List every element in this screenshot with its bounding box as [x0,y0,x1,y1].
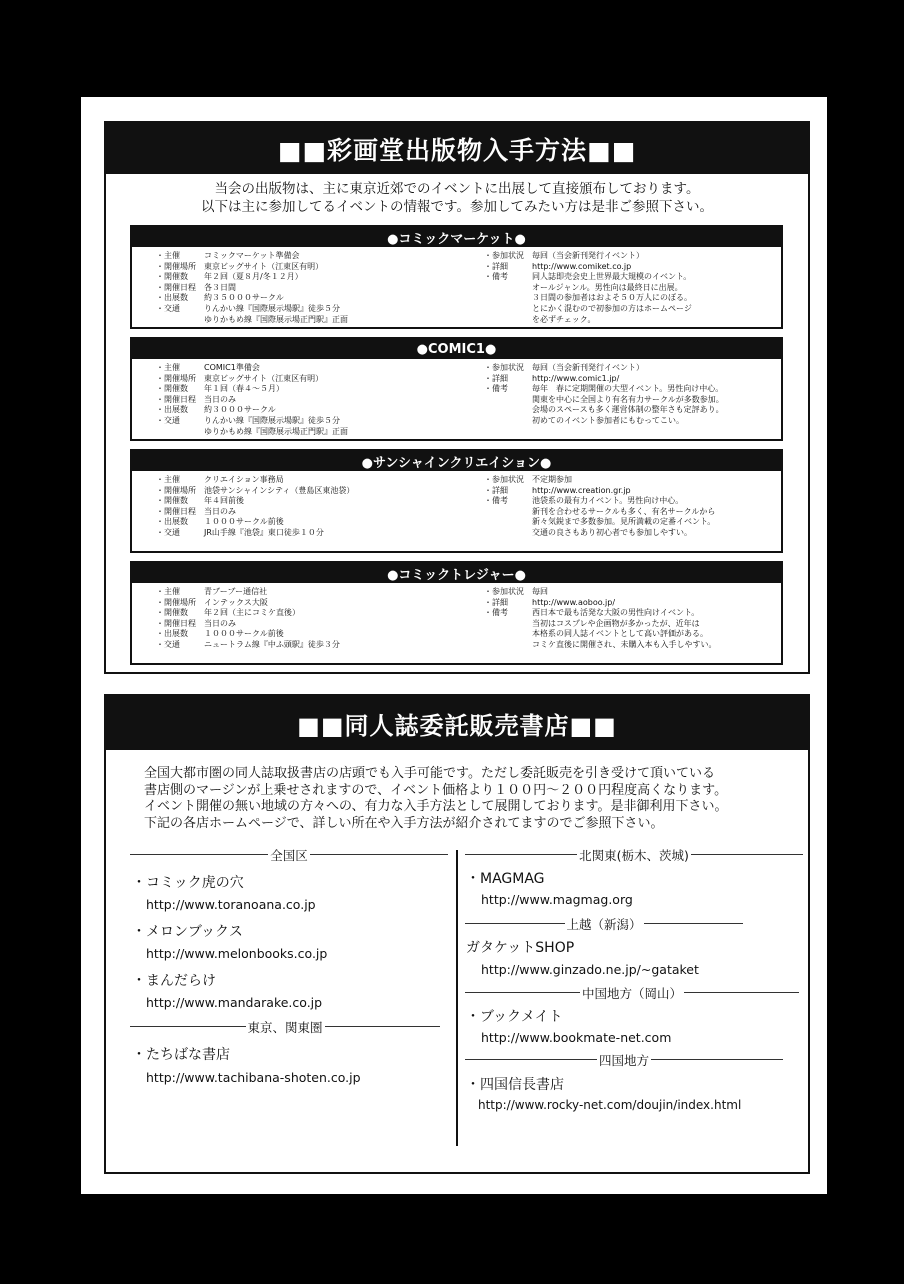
event-detail-row [156,363,348,374]
detail-key: ・開催数 [156,384,188,394]
intro-line: 全国大都市圏の同人誌取扱書店の店頭でも入手可能です。ただし委託販売を引き受けて頂いている [144,766,715,781]
intro-line: 書店側のマージンが上乗せされますので、イベント価格より１００円～２００円程度高くなります。 [144,782,728,798]
event-detail-row [156,517,354,528]
shop-url[interactable]: http://www.melonbooks.co.jp [146,946,328,961]
detail-value: COMIC1準備会 [204,363,260,372]
event-comic1 [130,337,783,441]
detail-key: ・備考 [484,608,508,618]
detail-key: ・開催日程 [156,394,196,404]
detail-key [484,304,532,315]
detail-key: ・主催 [156,475,180,484]
event-detail-row [484,486,715,497]
detail-key: ・出展数 [156,293,188,303]
detail-url[interactable]: http://www.creation.gr.jp [532,485,631,495]
event-title: ●サンシャインクリエイション● [132,451,781,471]
event-detail-row [156,304,348,315]
shop-name: ・メロンブックス [132,924,243,940]
event-detail-row [156,629,340,640]
event-detail-row [156,496,354,507]
detail-value: 約３０００サークル [204,405,276,415]
detail-value: 毎回（当会新刊発行イベント） [532,251,644,260]
event-details-right [484,475,715,539]
region-heading-joetsu: 上越（新潟） [465,915,743,932]
event-detail-row [484,598,716,609]
shop-name: ・MAGMAG [466,871,545,887]
detail-key [484,283,532,294]
column-divider [456,850,458,1146]
event-details-right [484,363,724,427]
event-detail-row [484,384,724,395]
detail-key: ・交通 [156,303,180,313]
event-detail-row [484,528,715,539]
detail-value: 初めてのイベント参加者にもむってこい。 [532,415,684,425]
detail-value: 新々気鋭まで多数参加。見所満載の定番イベント。 [532,517,716,527]
region-heading-chugoku: 中国地方（岡山） [465,984,799,1001]
event-detail-row [156,283,348,294]
event-detail-row [156,262,348,273]
event-detail-row [156,507,354,518]
detail-value: 当日のみ [204,506,236,516]
event-detail-row [484,517,715,528]
section-title: ■■同人誌委託販売書店■■ [297,711,617,740]
detail-key: ・開催数 [156,608,188,618]
detail-value: とにかく混むので初参加の方はホームページ [532,303,692,313]
event-detail-row [156,608,340,619]
detail-value: 西日本で最も活発な大阪の男性向けイベント。 [532,608,700,618]
detail-key: ・開催場所 [156,261,196,271]
detail-key: ・交通 [156,639,180,649]
event-detail-row [156,293,348,304]
event-sunshine-creation [130,449,783,553]
shop-name: ・ブックメイト [466,1009,563,1025]
detail-value: 東京ビッグサイト（江東区有明） [204,261,324,271]
detail-value: りんかい線『国際展示場駅』徒歩５分 [204,303,340,313]
detail-key [484,619,532,630]
shop-url[interactable]: http://www.bookmate-net.com [481,1030,672,1045]
event-detail-row [156,315,348,326]
event-detail-row [484,304,692,315]
event-detail-row [484,640,716,651]
event-detail-row [484,374,724,385]
detail-key: ・交通 [156,527,180,537]
detail-value: コミケ直後に開催され、未購入本も入手しやすい。 [532,639,717,649]
detail-key [484,315,532,326]
detail-key: ・参加状況 [484,363,524,372]
shop-url[interactable]: http://www.rocky-net.com/doujin/index.html [478,1098,742,1112]
event-details-left [156,251,348,325]
detail-key [484,395,532,406]
event-comic-treasure [130,561,783,665]
region-heading-shikoku: 四国地方 [465,1051,783,1068]
detail-value: 会場のスペースも多く運営体制の整年さも定評あり。 [532,405,724,415]
event-detail-row [484,395,724,406]
section-header [106,696,808,750]
event-detail-row [156,416,348,427]
detail-key: ・開催数 [156,496,188,506]
detail-value: ニュートラム線『中ふ頭駅』徒歩３分 [204,639,340,649]
event-detail-row [484,283,692,294]
detail-key: ・開催場所 [156,485,196,495]
detail-key: ・備考 [484,496,508,506]
detail-value: 年２回（夏８月/冬１２月） [204,272,303,282]
detail-value: 本格系の同人誌イベントとして高い評価がある。 [532,629,708,639]
detail-value: 毎年 春に定期開催の大型イベント。男性向け中心。 [532,384,724,394]
detail-url[interactable]: http://www.aoboo.jp/ [532,597,616,607]
event-details-right [484,251,692,325]
event-detail-row [156,384,348,395]
detail-key: ・詳細 [484,261,508,271]
detail-value: 関東を中心に全国より有名有力サークルが多数参加。 [532,394,724,404]
event-title: ●コミックトレジャー● [132,563,781,583]
detail-value: ゆりかもめ線『国際展示場正門駅』正面 [204,426,348,436]
event-detail-row [484,293,692,304]
detail-url[interactable]: http://www.comic1.jp/ [532,373,620,383]
detail-value: 毎回 [532,587,548,596]
detail-key [484,293,532,304]
section-header [106,123,808,174]
detail-value: 年２回（主にコミケ直後） [204,608,300,618]
detail-value: 新刊を合わせるサークルも多く、有名サークルから [532,506,716,516]
detail-key: ・参加状況 [484,475,524,484]
detail-key [484,416,532,427]
detail-value: 当日のみ [204,618,236,628]
detail-value: 毎回（当会新刊発行イベント） [532,363,644,372]
detail-key: ・出展数 [156,629,188,639]
detail-key: ・詳細 [484,485,508,495]
detail-key: ・参加状況 [484,251,524,260]
detail-key: ・開催日程 [156,282,196,292]
event-detail-row [156,475,354,486]
detail-value: を必ずチェック。 [532,314,596,324]
event-detail-row [156,528,354,539]
event-detail-row [484,587,716,598]
detail-value: ゆりかもめ線『国際展示場正門駅』正面 [204,314,348,324]
detail-value: 青ブーブー通信社 [204,587,268,596]
detail-value: 約３５０００サークル [204,293,284,303]
intro-line: イベント開催の無い地域の方々への、有力な入手方法として展開しております。是非御利用下さい。 [144,799,728,814]
detail-value: 同人誌即売会史上世界最大規模のイベント。 [532,272,692,282]
detail-value: オールジャンル。男性向は最終日に出展。 [532,282,683,292]
region-heading-north-kanto: 北関東(栃木、茨城) [465,846,803,863]
detail-key: ・開催日程 [156,506,196,516]
event-detail-row [484,262,692,273]
region-heading-nationwide: 全国区 [130,846,448,863]
intro-line: 当会の出版物は、主に東京近郊でのイベントに出展して直接頒布しております。 [214,181,700,197]
event-detail-row [156,251,348,262]
shop-name: ・まんだらけ [132,973,216,989]
detail-key: ・開催日程 [156,618,196,628]
shop-url[interactable]: http://www.toranoana.co.jp [146,897,316,912]
event-detail-row [484,315,692,326]
detail-value: 各３日間 [204,282,236,292]
detail-key: ・備考 [484,384,508,394]
detail-key: ・備考 [484,272,508,282]
event-comiket [130,225,783,329]
detail-value: 年１回（春４～５月） [204,384,284,394]
shop-url[interactable]: http://www.tachibana-shoten.co.jp [146,1070,361,1085]
detail-key: ・開催数 [156,272,188,282]
shop-name: ・たちばな書店 [132,1047,230,1063]
event-detail-row [156,427,348,438]
intro-line: 下記の各店ホームページで、詳しい所在や入手方法が紹介されてますのでご参照下さい。 [144,815,664,831]
shop-url[interactable]: http://www.magmag.org [481,892,633,907]
event-details-right [484,587,716,651]
detail-key [156,427,204,438]
event-detail-row [484,363,724,374]
detail-value: コミックマーケット準備会 [204,251,300,260]
detail-value: １０００サークル前後 [204,517,284,527]
detail-key: ・詳細 [484,597,508,607]
event-detail-row [156,640,340,651]
detail-value: 池袋サンシャインシティ（豊島区東池袋） [204,485,355,495]
detail-value: １０００サークル前後 [204,629,284,639]
event-title: ●コミックマーケット● [132,227,781,247]
detail-value: JR山手線『池袋』東口徒歩１０分 [204,527,324,537]
detail-url[interactable]: http://www.comiket.co.jp [532,261,632,271]
event-details-left [156,587,340,651]
detail-value: 当初はコスプレや企画物が多かったが、近年は [532,618,700,628]
event-details-left [156,363,348,437]
event-detail-row [484,475,715,486]
detail-value: インテックス大阪 [204,597,268,607]
event-detail-row [484,629,716,640]
detail-value: 不定期参加 [532,475,572,484]
detail-value: クリエイション事務局 [204,475,284,484]
event-detail-row [156,395,348,406]
event-detail-row [484,251,692,262]
detail-key [484,507,532,518]
detail-key: ・主催 [156,587,180,596]
shop-url[interactable]: http://www.ginzado.ne.jp/~gataket [481,962,699,977]
detail-key: ・交通 [156,415,180,425]
intro-line: 以下は主に参加してるイベントの情報です。参加してみたい方は是非ご参照下さい。 [201,199,713,215]
detail-value: 池袋系の最有力イベント。男性向け中心。 [532,496,684,506]
detail-value: 交通の良さもあり初心者でも参加しやすい。 [532,527,692,537]
section-intro [144,766,727,832]
shop-name: ・四国信長書店 [466,1077,564,1093]
shop-url[interactable]: http://www.mandarake.co.jp [146,995,323,1010]
detail-key: ・詳細 [484,373,508,383]
detail-key: ・参加状況 [484,587,524,596]
detail-key [156,315,204,326]
detail-value: 東京ビッグサイト（江東区有明） [204,373,324,383]
detail-key [484,528,532,539]
detail-key: ・開催場所 [156,373,196,383]
event-detail-row [484,405,724,416]
detail-value: りんかい線『国際展示場駅』徒歩５分 [204,415,340,425]
event-detail-row [484,416,724,427]
detail-key: ・出展数 [156,517,188,527]
event-detail-row [156,619,340,630]
event-detail-row [484,619,716,630]
section-intro [106,180,808,216]
shop-name: ガタケットSHOP [466,940,575,956]
detail-key [484,517,532,528]
detail-key: ・出展数 [156,405,188,415]
event-detail-row [156,272,348,283]
detail-value: ３日間の参加者はおよそ５０万人にのぼる。 [532,293,692,303]
region-heading-kanto: 東京、関東圏 [130,1018,440,1035]
event-detail-row [156,587,340,598]
detail-value: 年４回前後 [204,496,244,506]
event-detail-row [156,405,348,416]
detail-value: 当日のみ [204,394,236,404]
detail-key: ・主催 [156,363,180,372]
shop-name: ・コミック虎の穴 [132,875,244,891]
detail-key: ・開催場所 [156,597,196,607]
event-detail-row [156,486,354,497]
event-detail-row [156,374,348,385]
event-detail-row [484,272,692,283]
event-title: ●COMIC1● [132,339,781,359]
detail-key [484,405,532,416]
section-title: ■■彩画堂出版物入手方法■■ [277,135,637,165]
event-detail-row [484,608,716,619]
detail-key [484,629,532,640]
event-details-left [156,475,354,539]
event-detail-row [484,507,715,518]
event-detail-row [156,598,340,609]
detail-key: ・主催 [156,251,180,260]
event-detail-row [484,496,715,507]
detail-key [484,640,532,651]
